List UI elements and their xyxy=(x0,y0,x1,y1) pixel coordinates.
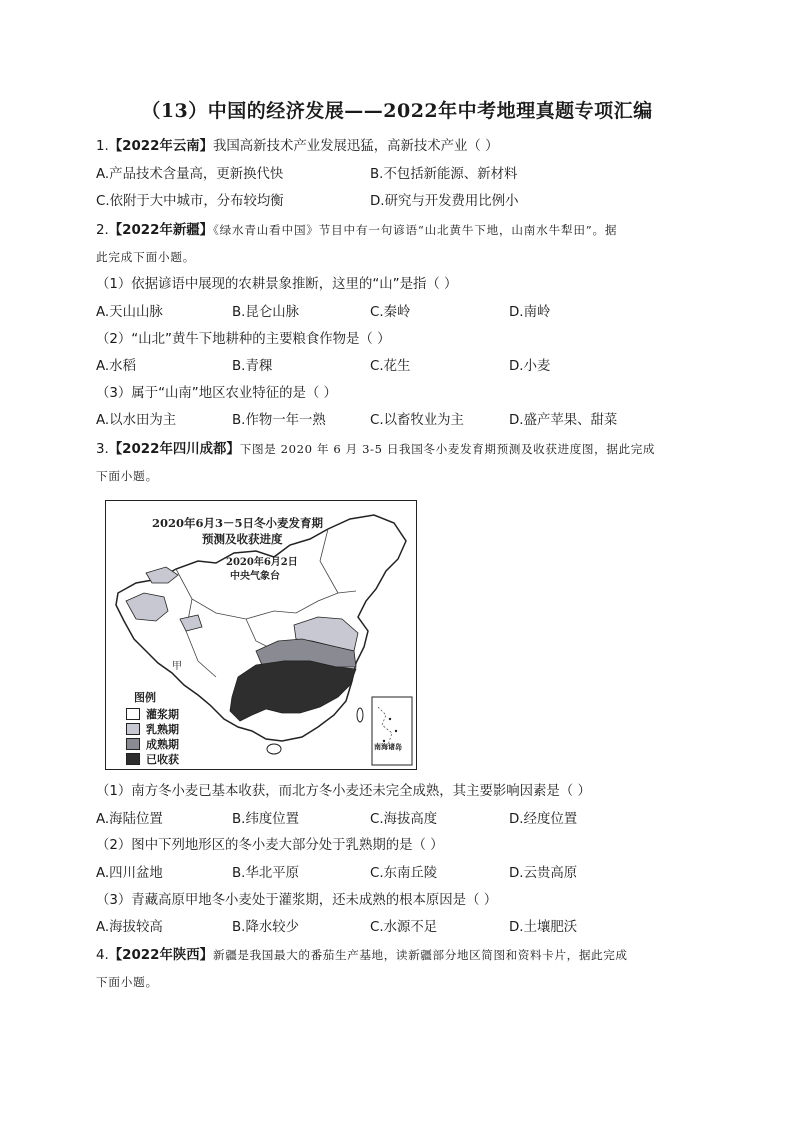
question-number: 4. xyxy=(96,948,109,963)
legend-swatch xyxy=(126,753,140,765)
q2-sub1-option-c: C.秦岭 xyxy=(370,305,411,320)
question-4-stem-line1 xyxy=(96,946,628,965)
inset-label: 南海诸岛 xyxy=(374,742,402,751)
question-1-stem xyxy=(96,138,498,156)
location-jia-label: 甲 xyxy=(172,661,182,672)
legend-label: 乳熟期 xyxy=(146,723,179,736)
q2-sub3-option-a: A.以水田为主 xyxy=(96,413,177,428)
question-text: 《绿水青山看中国》节目中有一句谚语“山北黄牛下地，山南水牛犁田”。据 xyxy=(213,223,618,237)
q2-sub3-stem: （3）属于“山南”地区农业特征的是（ ） xyxy=(96,386,337,401)
q2-sub3-option-b: B.作物一年一熟 xyxy=(232,413,326,428)
q2-sub1-option-a: A.天山山脉 xyxy=(96,305,163,320)
legend-swatch xyxy=(126,723,140,735)
legend-swatch xyxy=(126,708,140,720)
question-source: 【2022年新疆】 xyxy=(108,223,214,238)
q3-sub3-option-c: C.水源不足 xyxy=(370,920,438,935)
q3-sub1-option-c: C.海拔高度 xyxy=(370,812,438,827)
q2-sub2-option-c: C.花生 xyxy=(370,359,411,374)
map-date: 2020年6月2日 xyxy=(226,557,298,568)
question-number: 3. xyxy=(96,442,109,457)
q2-sub2-stem: （2）“山北”黄牛下地耕种的主要粮食作物是（ ） xyxy=(96,332,391,347)
question-source: 【2022年四川成都】 xyxy=(108,442,240,457)
question-number: 1. xyxy=(96,139,109,154)
q3-sub1-option-a: A.海陆位置 xyxy=(96,812,163,827)
q2-sub1-option-b: B.昆仑山脉 xyxy=(232,305,300,320)
q1-option-d: D.研究与开发费用比例小 xyxy=(370,194,519,209)
q3-sub3-stem: （3）青藏高原甲地冬小麦处于灌浆期，还未成熟的根本原因是（ ） xyxy=(96,893,498,908)
q2-sub3-option-c: C.以畜牧业为主 xyxy=(370,413,464,428)
q3-sub1-option-b: B.纬度位置 xyxy=(232,812,300,827)
q3-sub3-option-a: A.海拔较高 xyxy=(96,920,163,935)
wheat-progress-map xyxy=(105,500,417,770)
legend-item-mature xyxy=(126,737,179,751)
q2-sub3-option-d: D.盛产苹果、甜菜 xyxy=(509,413,618,428)
legend-label: 灌浆期 xyxy=(146,708,179,721)
q2-sub2-option-a: A.水稻 xyxy=(96,359,136,374)
q3-sub1-stem: （1）南方冬小麦已基本收获，而北方冬小麦还未完全成熟，其主要影响因素是（ ） xyxy=(96,784,591,799)
q2-sub1-stem: （1）依据谚语中展现的农耕景象推断，这里的“山”是指（ ） xyxy=(96,277,458,292)
q3-sub3-option-b: B.降水较少 xyxy=(232,920,300,935)
q1-option-b: B.不包括新能源、新材料 xyxy=(370,167,518,182)
legend-item-harvested xyxy=(126,752,179,766)
legend-label: 已收获 xyxy=(146,753,179,766)
question-2-stem-line1 xyxy=(96,221,617,240)
q2-sub2-option-b: B.青稞 xyxy=(232,359,273,374)
question-4-stem-line2: 下面小题。 xyxy=(96,975,158,989)
q3-sub2-option-c: C.东南丘陵 xyxy=(370,866,438,881)
question-text: 新疆是我国最大的番茄生产基地，读新疆部分地区简图和资料卡片，据此完成 xyxy=(213,948,628,962)
map-title-line1: 2020年6月3－5日冬小麦发育期 xyxy=(152,516,324,530)
q3-sub2-option-b: B.华北平原 xyxy=(232,866,300,881)
question-3-stem-line1 xyxy=(96,440,655,459)
q1-option-c: C.依附于大中城市，分布较均衡 xyxy=(96,194,284,209)
question-text: 我国高新技术产业发展迅猛，高新技术产业（ ） xyxy=(213,139,499,154)
q2-sub2-option-d: D.小麦 xyxy=(509,359,551,374)
q3-sub2-option-a: A.四川盆地 xyxy=(96,866,163,881)
legend-title: 图例 xyxy=(134,691,156,704)
question-source: 【2022年陕西】 xyxy=(108,948,214,963)
q3-sub2-option-d: D.云贵高原 xyxy=(509,866,578,881)
q3-sub3-option-d: D.土壤肥沃 xyxy=(509,920,578,935)
legend-swatch xyxy=(126,738,140,750)
question-source: 【2022年云南】 xyxy=(108,139,214,154)
question-text: 下图是 2020 年 6 月 3-5 日我国冬小麦发育期预测及收获进度图，据此完成 xyxy=(239,442,656,456)
q3-sub2-stem: （2）图中下列地形区的冬小麦大部分处于乳熟期的是（ ） xyxy=(96,838,444,853)
question-3-stem-line2: 下面小题。 xyxy=(96,469,158,483)
map-agency: 中央气象台 xyxy=(230,571,280,582)
page-title: （13）中国的经济发展——2022年中考地理真题专项汇编 xyxy=(141,100,653,122)
map-title-line2: 预测及收获进度 xyxy=(202,532,283,546)
q3-sub1-option-d: D.经度位置 xyxy=(509,812,578,827)
legend-item-milk xyxy=(126,722,179,736)
q2-sub1-option-d: D.南岭 xyxy=(509,305,551,320)
question-2-stem-line2: 此完成下面小题。 xyxy=(96,250,196,264)
legend-label: 成熟期 xyxy=(146,738,179,751)
q1-option-a: A.产品技术含量高，更新换代快 xyxy=(96,167,284,182)
legend-item-filling xyxy=(126,707,179,721)
question-number: 2. xyxy=(96,223,109,238)
